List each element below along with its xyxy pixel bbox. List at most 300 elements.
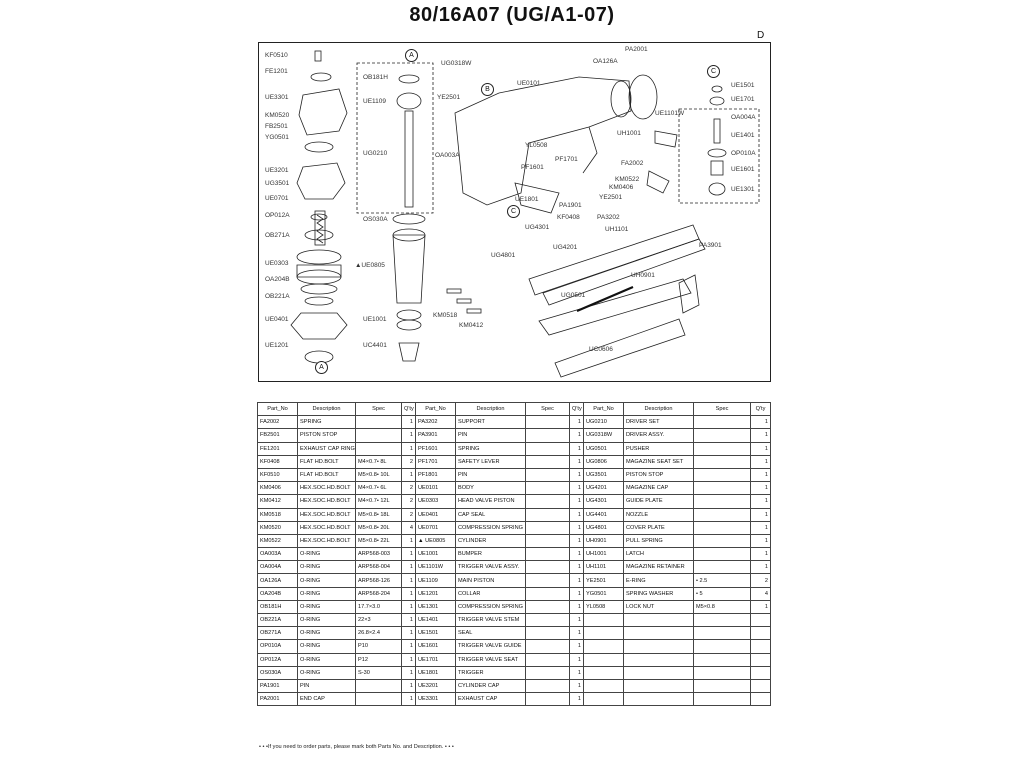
- table-cell: ARP568-004: [356, 561, 402, 574]
- table-cell: [694, 455, 751, 468]
- table-cell: PIN: [456, 468, 526, 481]
- table-cell: YL0508: [584, 600, 624, 613]
- table-cell: [694, 614, 751, 627]
- table-cell: PF1601: [416, 442, 456, 455]
- column-header: Part_No: [584, 403, 624, 416]
- part-label: OB181H: [363, 74, 388, 81]
- callout-a-top: A: [405, 49, 418, 62]
- table-cell: [624, 627, 694, 640]
- table-cell: 1: [402, 534, 416, 547]
- table-cell: [584, 679, 624, 692]
- table-cell: 1: [751, 600, 771, 613]
- table-cell: UE0401: [416, 508, 456, 521]
- table-cell: 1: [570, 468, 584, 481]
- part-label: FA2002: [621, 160, 644, 167]
- table-cell: TRIGGER VALVE STEM: [456, 614, 526, 627]
- table-cell: CYLINDER CAP: [456, 679, 526, 692]
- table-cell: P10: [356, 640, 402, 653]
- table-cell: 1: [402, 574, 416, 587]
- table-cell: [694, 508, 751, 521]
- table-cell: FE1201: [258, 442, 298, 455]
- table-cell: 1: [402, 468, 416, 481]
- table-cell: [526, 534, 570, 547]
- table-cell: [694, 561, 751, 574]
- table-cell: BODY: [456, 482, 526, 495]
- part-label: UE1101W: [655, 110, 685, 117]
- table-cell: UE0701: [416, 521, 456, 534]
- part-label: FE1201: [265, 68, 288, 75]
- table-cell: PIN: [456, 429, 526, 442]
- table-cell: UG4801: [584, 521, 624, 534]
- table-cell: OB271A: [258, 627, 298, 640]
- table-cell: 1: [751, 482, 771, 495]
- column-header: Q'ty: [402, 403, 416, 416]
- part-label: KM0520: [265, 112, 290, 119]
- table-row: [258, 468, 771, 481]
- table-cell: M4×0.7• 12L: [356, 495, 402, 508]
- exhaust-cap-shape: [299, 89, 347, 135]
- table-cell: [694, 521, 751, 534]
- table-cell: UG3501: [584, 468, 624, 481]
- table-cell: 1: [402, 666, 416, 679]
- table-cell: [584, 666, 624, 679]
- table-cell: [356, 429, 402, 442]
- table-cell: [526, 482, 570, 495]
- part-label: YE2501: [599, 194, 623, 201]
- part-label: UE0101: [517, 80, 541, 87]
- table-row: [258, 653, 771, 666]
- table-cell: 1: [402, 429, 416, 442]
- table-cell: TRIGGER VALVE GUIDE: [456, 640, 526, 653]
- table-cell: M4×0.7• 8L: [356, 455, 402, 468]
- table-cell: O-RING: [298, 548, 356, 561]
- table-cell: [624, 653, 694, 666]
- table-cell: [526, 627, 570, 640]
- part-label: UG4301: [525, 224, 550, 231]
- table-cell: 1: [402, 614, 416, 627]
- table-row: [258, 640, 771, 653]
- table-cell: 1: [751, 416, 771, 429]
- table-cell: [694, 548, 751, 561]
- part-label: PF1601: [521, 164, 544, 171]
- table-cell: [694, 693, 751, 706]
- table-cell: [526, 653, 570, 666]
- table-cell: 1: [751, 561, 771, 574]
- table-cell: UG4201: [584, 482, 624, 495]
- table-cell: 1: [402, 627, 416, 640]
- table-cell: UG0318W: [584, 429, 624, 442]
- column-header: Part_No: [258, 403, 298, 416]
- table-cell: UG0806: [584, 455, 624, 468]
- table-cell: [526, 429, 570, 442]
- part-label: UE1601: [731, 166, 755, 173]
- table-cell: O-RING: [298, 574, 356, 587]
- part-label: OA126A: [593, 58, 618, 65]
- column-header: Spec: [694, 403, 751, 416]
- table-cell: ARP568-003: [356, 548, 402, 561]
- table-cell: 1: [751, 429, 771, 442]
- table-cell: 1: [570, 508, 584, 521]
- table-cell: [526, 640, 570, 653]
- table-cell: FA2002: [258, 416, 298, 429]
- table-cell: 1: [402, 653, 416, 666]
- table-cell: DRIVER ASSY.: [624, 429, 694, 442]
- table-cell: 1: [751, 534, 771, 547]
- table-cell: CAP SEAL: [456, 508, 526, 521]
- table-cell: SPRING: [456, 442, 526, 455]
- part-label: YG0501: [265, 134, 289, 141]
- table-cell: OA126A: [258, 574, 298, 587]
- table-cell: SPRING: [298, 416, 356, 429]
- table-row: [258, 627, 771, 640]
- part-label: UE1001: [363, 316, 387, 323]
- table-cell: [751, 614, 771, 627]
- table-cell: 1: [751, 455, 771, 468]
- table-cell: [751, 653, 771, 666]
- table-row: [258, 442, 771, 455]
- table-cell: FB2501: [258, 429, 298, 442]
- table-cell: [624, 693, 694, 706]
- table-cell: [624, 640, 694, 653]
- part-label: KM0522: [615, 176, 640, 183]
- part-label: UG0501: [561, 292, 586, 299]
- table-row: [258, 679, 771, 692]
- table-cell: M5×0.8• 18L: [356, 508, 402, 521]
- part-label: UC4401: [363, 342, 387, 349]
- table-cell: [526, 574, 570, 587]
- table-cell: O-RING: [298, 653, 356, 666]
- table-cell: PA2001: [258, 693, 298, 706]
- part-label: OB221A: [265, 293, 290, 300]
- table-row: [258, 429, 771, 442]
- table-cell: 1: [402, 561, 416, 574]
- table-cell: 1: [570, 455, 584, 468]
- table-cell: 1: [751, 442, 771, 455]
- part-label: UG0210: [363, 150, 388, 157]
- table-cell: • 2.5: [694, 574, 751, 587]
- table-cell: BUMPER: [456, 548, 526, 561]
- table-cell: END CAP: [298, 693, 356, 706]
- table-cell: UE1501: [416, 627, 456, 640]
- table-cell: 1: [570, 653, 584, 666]
- table-cell: [526, 548, 570, 561]
- table-cell: PISTON STOP: [624, 468, 694, 481]
- table-row: [258, 587, 771, 600]
- table-cell: [526, 561, 570, 574]
- table-cell: [356, 679, 402, 692]
- table-cell: YE2501: [584, 574, 624, 587]
- table-cell: EXHAUST CAP RING: [298, 442, 356, 455]
- table-cell: NOZZLE: [624, 508, 694, 521]
- table-cell: COMPRESSION SPRING: [456, 521, 526, 534]
- table-row: [258, 693, 771, 706]
- table-cell: 1: [751, 548, 771, 561]
- table-cell: 1: [402, 600, 416, 613]
- part-label: OS030A: [363, 216, 388, 223]
- callout-c-right: C: [707, 65, 720, 78]
- table-cell: KF0510: [258, 468, 298, 481]
- table-row: [258, 574, 771, 587]
- table-cell: 1: [402, 640, 416, 653]
- table-cell: [356, 693, 402, 706]
- table-cell: S-30: [356, 666, 402, 679]
- part-label: OA204B: [265, 276, 290, 283]
- table-cell: O-RING: [298, 600, 356, 613]
- column-header: Q'ty: [751, 403, 771, 416]
- part-label: UE1701: [731, 96, 755, 103]
- table-cell: [694, 416, 751, 429]
- table-cell: 1: [570, 495, 584, 508]
- part-label: PF1701: [555, 156, 578, 163]
- part-label: KF0510: [265, 52, 288, 59]
- bolt-shape: [315, 51, 321, 61]
- table-cell: SAFETY LEVER: [456, 455, 526, 468]
- table-cell: 2: [402, 495, 416, 508]
- column-header: Description: [456, 403, 526, 416]
- table-row: [258, 600, 771, 613]
- table-cell: M5×0.8• 22L: [356, 534, 402, 547]
- table-cell: ▲ UE0805: [416, 534, 456, 547]
- table-cell: HEX.SOC.HD.BOLT: [298, 534, 356, 547]
- part-label: KM0518: [433, 312, 458, 319]
- table-cell: [694, 482, 751, 495]
- table-row: [258, 416, 771, 429]
- pull-spring-shape: [577, 287, 633, 311]
- table-cell: PA1901: [258, 679, 298, 692]
- table-cell: 1: [402, 442, 416, 455]
- table-cell: HEX.SOC.HD.BOLT: [298, 508, 356, 521]
- table-cell: O-RING: [298, 666, 356, 679]
- part-label: UH0901: [631, 272, 655, 279]
- table-cell: DRIVER SET: [624, 416, 694, 429]
- table-cell: UE1401: [416, 614, 456, 627]
- table-cell: [694, 468, 751, 481]
- table-cell: PUSHER: [624, 442, 694, 455]
- table-cell: UG4401: [584, 508, 624, 521]
- part-label: UG0318W: [441, 60, 472, 67]
- corner-mark: D: [757, 30, 765, 41]
- cylinder-shape: [393, 235, 425, 303]
- part-label: PA1901: [559, 202, 582, 209]
- part-label: OB271A: [265, 232, 290, 239]
- table-cell: [526, 468, 570, 481]
- column-header: Spec: [526, 403, 570, 416]
- table-cell: [751, 666, 771, 679]
- table-cell: O-RING: [298, 587, 356, 600]
- table-cell: [694, 429, 751, 442]
- table-cell: M5×0.8• 20L: [356, 521, 402, 534]
- table-cell: 2: [402, 508, 416, 521]
- order-footnote: • • •If you need to order parts, please mark both Parts No. and Description. • • •: [259, 744, 454, 750]
- table-cell: FLAT HD.BOLT: [298, 468, 356, 481]
- table-cell: OP010A: [258, 640, 298, 653]
- table-cell: [694, 653, 751, 666]
- table-cell: CYLINDER: [456, 534, 526, 547]
- part-label: PA3202: [597, 214, 620, 221]
- table-cell: KM0518: [258, 508, 298, 521]
- table-cell: 4: [402, 521, 416, 534]
- part-label: UE0701: [265, 195, 289, 202]
- part-label: KF0408: [557, 214, 580, 221]
- callout-b: B: [481, 83, 494, 96]
- table-cell: 1: [751, 468, 771, 481]
- part-label: UG4201: [553, 244, 578, 251]
- table-cell: 1: [570, 614, 584, 627]
- table-cell: [526, 508, 570, 521]
- part-label: UH1101: [605, 226, 629, 233]
- table-cell: PF1801: [416, 468, 456, 481]
- table-cell: [526, 600, 570, 613]
- table-cell: TRIGGER: [456, 666, 526, 679]
- table-cell: SPRING WASHER: [624, 587, 694, 600]
- column-header: Description: [298, 403, 356, 416]
- table-cell: [694, 666, 751, 679]
- table-cell: 1: [570, 693, 584, 706]
- table-cell: MAIN PISTON: [456, 574, 526, 587]
- table-cell: [584, 627, 624, 640]
- table-cell: HEX.SOC.HD.BOLT: [298, 495, 356, 508]
- table-cell: UE1201: [416, 587, 456, 600]
- ring-shape: [311, 73, 331, 81]
- table-cell: [694, 534, 751, 547]
- table-cell: 1: [570, 548, 584, 561]
- table-cell: 1: [570, 482, 584, 495]
- part-label: UE0303: [265, 260, 289, 267]
- table-cell: [526, 455, 570, 468]
- table-row: [258, 666, 771, 679]
- part-label: OP010A: [731, 150, 756, 157]
- callout-a-bottom: A: [315, 361, 328, 374]
- table-cell: PIN: [298, 679, 356, 692]
- table-cell: MAGAZINE SEAT SET: [624, 455, 694, 468]
- table-cell: 1: [570, 561, 584, 574]
- table-row: [258, 495, 771, 508]
- table-cell: MAGAZINE RETAINER: [624, 561, 694, 574]
- table-cell: [526, 587, 570, 600]
- table-cell: M5×0.8• 10L: [356, 468, 402, 481]
- table-row: [258, 561, 771, 574]
- column-header: Part_No: [416, 403, 456, 416]
- table-cell: 1: [570, 587, 584, 600]
- table-cell: [694, 495, 751, 508]
- table-cell: 1: [570, 442, 584, 455]
- table-cell: TRIGGER VALVE ASSY.: [456, 561, 526, 574]
- part-label: FB2501: [265, 123, 288, 130]
- table-cell: 4: [751, 587, 771, 600]
- part-label: UE0401: [265, 316, 289, 323]
- table-cell: PA3901: [416, 429, 456, 442]
- table-cell: KM0412: [258, 495, 298, 508]
- table-cell: [694, 442, 751, 455]
- table-cell: HEX.SOC.HD.BOLT: [298, 521, 356, 534]
- table-cell: UG0210: [584, 416, 624, 429]
- table-cell: OA204B: [258, 587, 298, 600]
- table-cell: [356, 416, 402, 429]
- table-cell: [694, 679, 751, 692]
- table-cell: [526, 666, 570, 679]
- table-cell: 2: [751, 574, 771, 587]
- table-cell: UG4301: [584, 495, 624, 508]
- table-cell: 1: [570, 627, 584, 640]
- table-cell: HEX.SOC.HD.BOLT: [298, 482, 356, 495]
- table-cell: UE0303: [416, 495, 456, 508]
- table-cell: OA003A: [258, 548, 298, 561]
- table-cell: 1: [751, 495, 771, 508]
- table-cell: UE1101W: [416, 561, 456, 574]
- table-cell: O-RING: [298, 561, 356, 574]
- table-cell: [526, 693, 570, 706]
- table-row: [258, 455, 771, 468]
- table-cell: 1: [402, 587, 416, 600]
- table-cell: LATCH: [624, 548, 694, 561]
- table-cell: 22×3: [356, 614, 402, 627]
- table-cell: ARP568-126: [356, 574, 402, 587]
- table-cell: [584, 640, 624, 653]
- table-cell: 2: [402, 455, 416, 468]
- table-cell: 1: [402, 693, 416, 706]
- table-row: [258, 614, 771, 627]
- part-label: UE3301: [265, 94, 289, 101]
- table-cell: [526, 679, 570, 692]
- table-cell: OA004A: [258, 561, 298, 574]
- parts-list-table: [257, 402, 771, 706]
- table-cell: [526, 521, 570, 534]
- exploded-parts-diagram: [258, 42, 771, 382]
- part-label: UH1001: [617, 130, 641, 137]
- table-cell: ARP568-204: [356, 587, 402, 600]
- table-cell: YG0501: [584, 587, 624, 600]
- table-cell: UE1109: [416, 574, 456, 587]
- table-cell: GUIDE PLATE: [624, 495, 694, 508]
- table-cell: M5×0.8: [694, 600, 751, 613]
- part-label: OP012A: [265, 212, 290, 219]
- table-cell: UE1001: [416, 548, 456, 561]
- part-label: UC0606: [589, 346, 613, 353]
- table-cell: [584, 693, 624, 706]
- table-cell: UG0501: [584, 442, 624, 455]
- part-label: KM0412: [459, 322, 484, 329]
- table-cell: M4×0.7• 6L: [356, 482, 402, 495]
- table-cell: 1: [751, 521, 771, 534]
- table-cell: PISTON STOP: [298, 429, 356, 442]
- table-cell: EXHAUST CAP: [456, 693, 526, 706]
- table-cell: LOCK NUT: [624, 600, 694, 613]
- table-cell: KM0406: [258, 482, 298, 495]
- part-label: UG4801: [491, 252, 516, 259]
- table-cell: UE1301: [416, 600, 456, 613]
- table-cell: KF0408: [258, 455, 298, 468]
- table-cell: COLLAR: [456, 587, 526, 600]
- part-label: UE1801: [515, 196, 539, 203]
- table-cell: UE0101: [416, 482, 456, 495]
- driver-blade-shape: [405, 111, 413, 207]
- part-label: UE1201: [265, 342, 289, 349]
- table-cell: FLAT HD.BOLT: [298, 455, 356, 468]
- table-cell: 1: [570, 416, 584, 429]
- table-cell: UE3301: [416, 693, 456, 706]
- table-cell: PF1701: [416, 455, 456, 468]
- table-cell: MAGAZINE CAP: [624, 482, 694, 495]
- pusher-shape: [539, 279, 691, 335]
- table-cell: O-RING: [298, 640, 356, 653]
- end-cap-shape: [629, 75, 657, 119]
- table-cell: 1: [402, 416, 416, 429]
- table-cell: OB181H: [258, 600, 298, 613]
- table-cell: UE1601: [416, 640, 456, 653]
- part-label: UE1301: [731, 186, 755, 193]
- table-cell: [751, 693, 771, 706]
- table-cell: UE3201: [416, 679, 456, 692]
